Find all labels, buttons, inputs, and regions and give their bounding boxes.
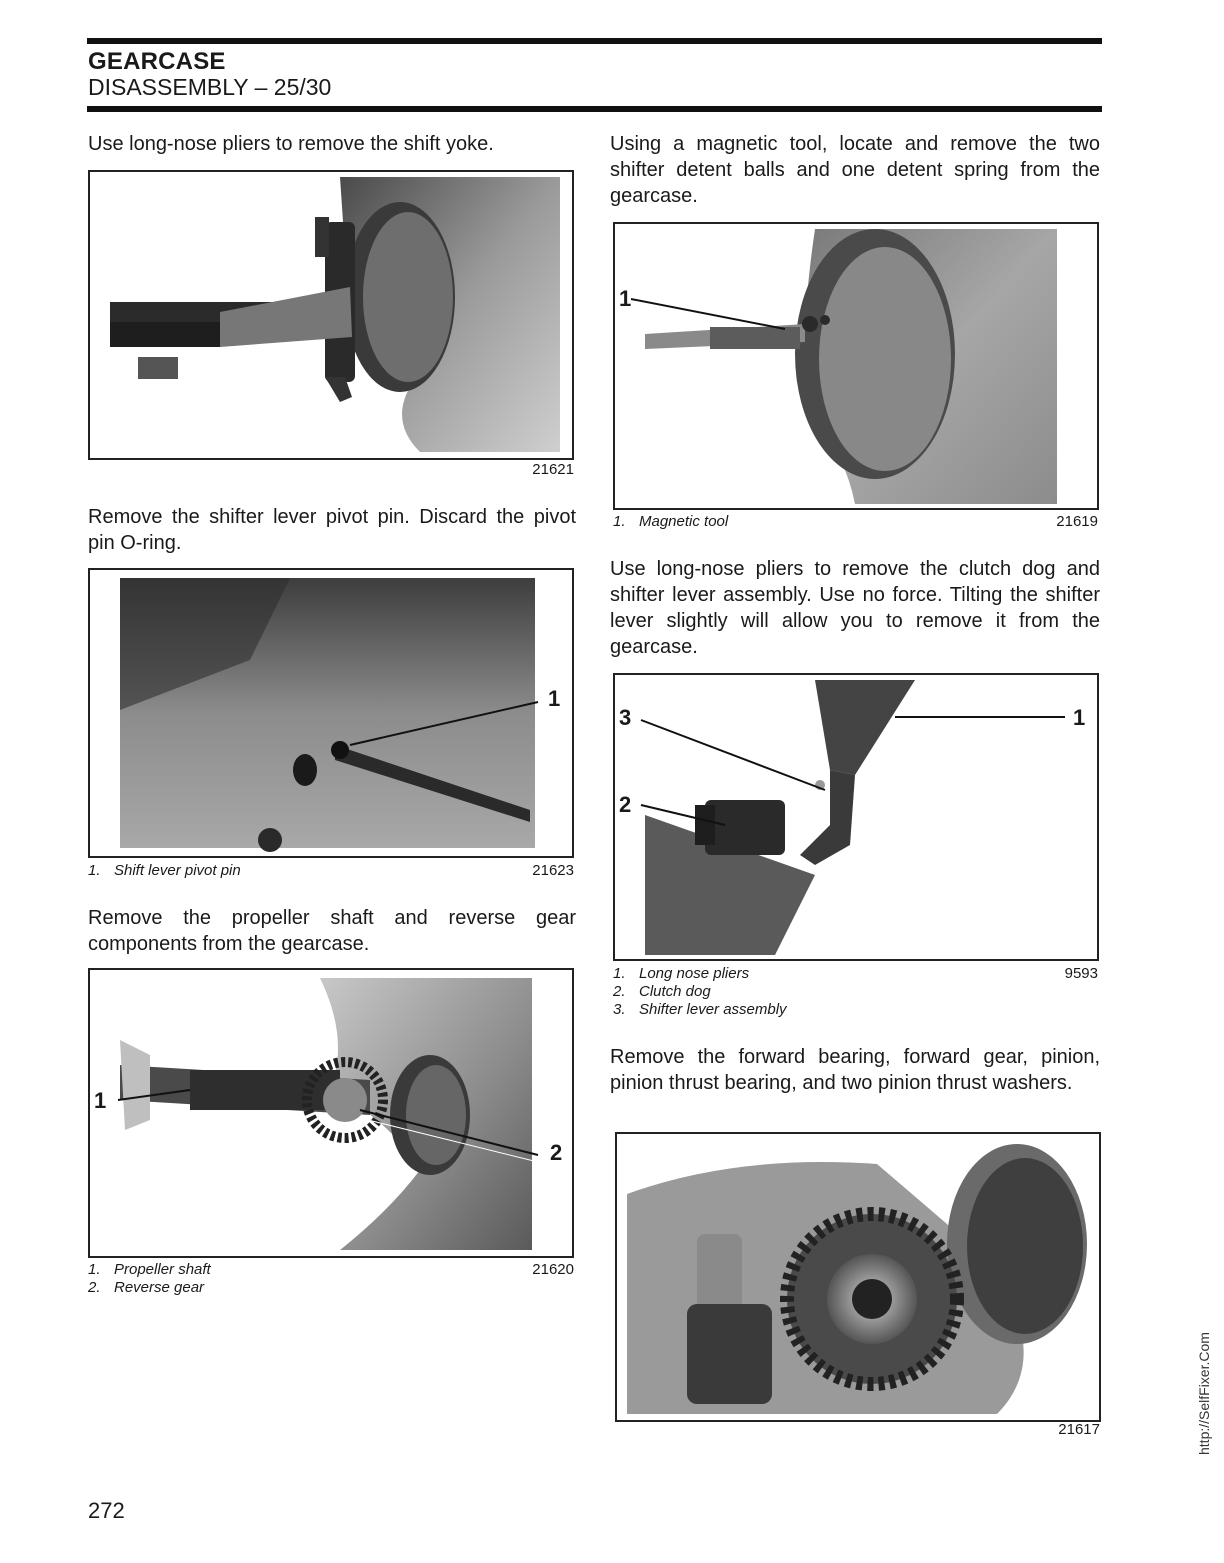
figure-number-21619: 21619 [1056,513,1098,530]
right-paragraph-1: Using a magnetic tool, locate and remove the two shifter detent balls and one detent spring from the gearcase. [610,133,1100,207]
figure-number-21623: 21623 [532,862,574,879]
figure-magnetic-tool [613,222,1099,510]
right-paragraph-2: Use long-nose pliers to remove the clutch dog and shifter lever assembly. Use no force. Tilting the shifter lever slightly will allow you to remove it from the gearcase. [610,558,1100,658]
callout-1: 1 [1073,705,1086,730]
caption-text: Magnetic tool [639,513,729,530]
figure-shift-yoke [88,170,574,460]
shift-yoke-photo [90,172,572,458]
caption-number: 1. [88,1261,101,1278]
watermark-url: http://SelfFixer.Com [1196,1332,1212,1455]
caption-text: Shift lever pivot pin [114,862,241,879]
forward-gear-photo [617,1134,1099,1420]
caption-text: Long nose pliers [639,965,750,982]
callout-1: 1 [619,286,632,311]
caption-item [613,965,787,983]
caption-number: 2. [88,1279,101,1296]
section-title: GEARCASE [88,48,226,75]
callout-1: 1 [548,686,561,711]
right-paragraph-3: Remove the forward bearing, forward gear, pinion, pinion thrust bearing, and two pinion thrust washers. [610,1046,1100,1094]
callout-2: 2 [619,792,632,817]
propeller-shaft-photo [90,970,572,1256]
figure-number-9593: 9593 [1064,965,1098,982]
caption-text: Clutch dog [639,983,711,1000]
magnetic-tool-photo [615,224,1097,508]
section-subtitle: DISASSEMBLY – 25/30 [88,74,332,100]
caption-text: Shifter lever assembly [639,1001,787,1018]
caption-number: 1. [613,965,626,982]
figure-number-21620: 21620 [532,1261,574,1278]
pivot-pin-photo [90,570,572,856]
left-paragraph-3: Remove the propeller shaft and reverse gear components from the gearcase. [88,907,576,955]
left-paragraph-2: Remove the shifter lever pivot pin. Discard the pivot pin O-ring. [88,506,576,554]
figure-number-21621: 21621 [532,461,574,478]
caption-item [613,983,787,1001]
caption-text: Reverse gear [114,1279,205,1296]
caption-number: 1. [613,513,626,530]
caption-magnetic-tool [613,513,728,531]
caption-list-clutch [613,965,787,1019]
page-number: 272 [88,1498,125,1523]
header-rule-top [87,38,1102,44]
caption-shift-lever-pivot-pin [88,862,241,880]
header-rule-bottom [87,106,1102,112]
callout-1: 1 [94,1088,107,1113]
clutch-dog-photo [615,675,1097,959]
caption-number: 3. [613,1001,626,1018]
caption-item [613,1001,787,1019]
caption-item [88,1279,211,1297]
figure-number-21617: 21617 [1058,1421,1100,1438]
callout-2: 2 [550,1140,563,1165]
figure-propeller-shaft [88,968,574,1258]
figure-clutch-dog [613,673,1099,961]
figure-pivot-pin [88,568,574,858]
figure-forward-gear [615,1132,1101,1422]
caption-number: 1. [88,862,101,879]
caption-list-propeller [88,1261,211,1297]
caption-text: Propeller shaft [114,1261,211,1278]
callout-3: 3 [619,705,632,730]
caption-item [88,1261,211,1279]
left-paragraph-1: Use long-nose pliers to remove the shift yoke. [88,133,494,155]
caption-number: 2. [613,983,626,1000]
